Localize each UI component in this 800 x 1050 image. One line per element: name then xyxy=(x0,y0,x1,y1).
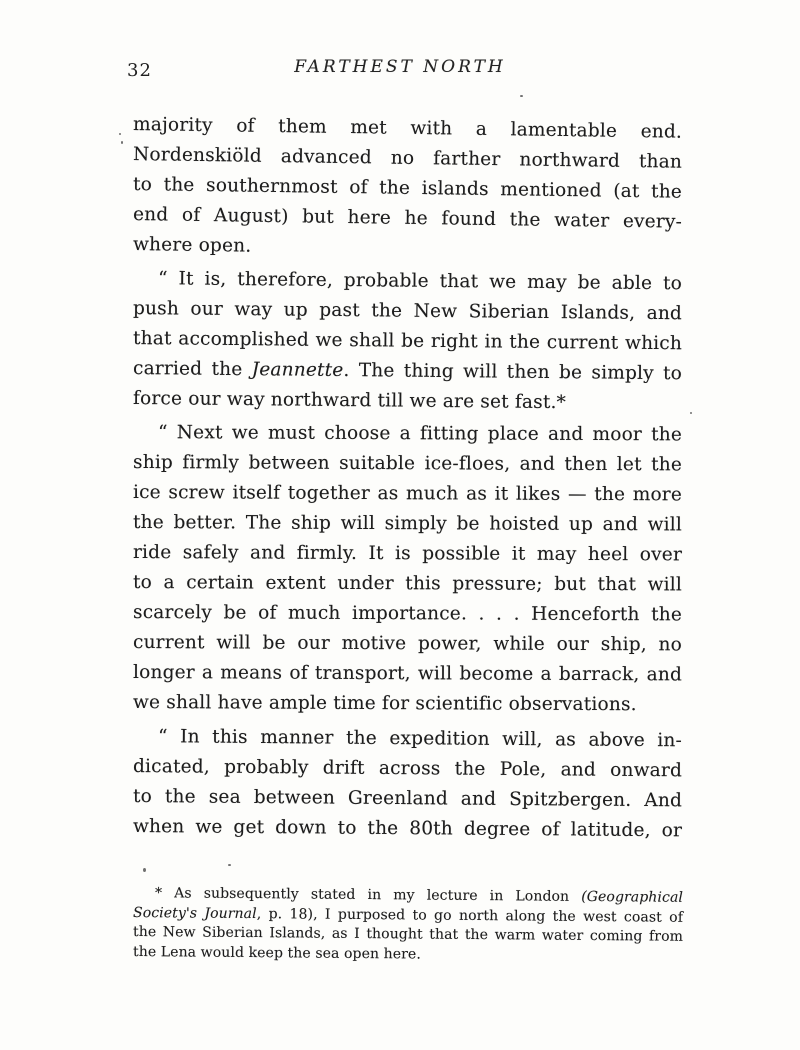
text-run: the Lena would keep the sea open here. xyxy=(132,943,421,963)
text-run: scarcely be of much importance. . . . Henceforth the xyxy=(132,602,683,626)
text-run: “ It is, therefore, probable that we may be able to xyxy=(157,268,683,295)
scan-speck xyxy=(119,133,121,135)
paragraph xyxy=(133,110,682,260)
text-line xyxy=(133,688,682,720)
text-line xyxy=(133,448,682,480)
text-run: ice screw itself together as much as it likes — the more xyxy=(132,482,683,506)
text-run: push our way up past the New Siberian Islands, and xyxy=(132,298,683,325)
text-run: * As subsequently stated in my lecture in London xyxy=(154,885,582,905)
text-line xyxy=(133,384,682,419)
text-run: Nordenskiöld advanced no farther northward than xyxy=(132,144,683,173)
text-line xyxy=(133,598,682,630)
text-run: dicated, probably drift across the Pole, and onward xyxy=(132,756,683,782)
italic-text-run: (Geographical xyxy=(581,888,684,906)
italic-text-run: Society's Journal xyxy=(132,904,257,922)
text-line xyxy=(133,230,682,268)
text-run: . The thing will then be simply to xyxy=(343,360,683,385)
text-run: to the southernmost of the islands mentioned (at the xyxy=(132,174,683,203)
text-run: end of August) but here he found the water every- xyxy=(132,204,683,233)
text-line xyxy=(133,568,682,600)
text-line xyxy=(133,943,683,967)
scan-speck xyxy=(520,95,523,97)
text-run: “ In this manner the expedition will, as above in- xyxy=(157,726,683,752)
text-line xyxy=(133,418,682,450)
text-run: where open. xyxy=(132,234,252,257)
text-run: longer a means of transport, will become a barrack, and xyxy=(132,662,683,686)
text-run: “ Next we must choose a fitting place and moor the xyxy=(157,422,683,446)
text-line xyxy=(133,782,682,816)
running-header-title: FARTHEST NORTH xyxy=(294,57,506,77)
text-run: ship firmly between suitable ice-floes, and then let the xyxy=(132,452,683,476)
text-run: current will be our motive power, while our ship, no xyxy=(132,632,683,656)
paragraph xyxy=(133,264,682,414)
text-run: majority of them met with a lamentable end. xyxy=(132,114,683,143)
scan-speck xyxy=(121,141,123,144)
text-line xyxy=(133,478,682,510)
text-run: to a certain extent under this pressure; but that will xyxy=(132,572,683,596)
text-run: the New Siberian Islands, as I thought that the warm water coming from xyxy=(132,924,684,945)
text-line xyxy=(133,722,682,756)
scan-speck xyxy=(228,864,231,866)
footnote xyxy=(133,884,683,962)
text-run: we shall have ample time for scientific observations. xyxy=(132,692,637,716)
text-line xyxy=(133,752,682,786)
text-run: that accomplished we shall be right in the current which xyxy=(132,328,683,355)
text-run: ride safely and firmly. It is possible it may heel over xyxy=(132,542,683,566)
text-line xyxy=(133,628,682,660)
paragraph xyxy=(133,418,682,718)
text-run: , p. 18), I purposed to go north along the west coast of xyxy=(256,905,684,926)
text-run: to the sea between Greenland and Spitzbergen. And xyxy=(132,786,683,812)
paragraph xyxy=(133,722,682,842)
scan-speck xyxy=(143,868,146,872)
text-line xyxy=(133,508,682,540)
text-line xyxy=(133,538,682,570)
text-line xyxy=(133,812,682,846)
italic-text-run: Jeannette xyxy=(251,359,344,382)
text-run: the better. The ship will simply be hoisted up and will xyxy=(132,512,683,536)
page-number: 32 xyxy=(127,60,152,81)
body-text xyxy=(133,110,682,842)
text-line xyxy=(133,658,682,690)
text-run: carried the xyxy=(132,358,252,381)
scan-speck xyxy=(690,412,692,414)
text-run: force our way northward till we are set fast.* xyxy=(132,388,567,414)
page-header xyxy=(0,57,800,85)
text-run: when we get down to the 80th degree of latitude, or xyxy=(132,816,683,842)
